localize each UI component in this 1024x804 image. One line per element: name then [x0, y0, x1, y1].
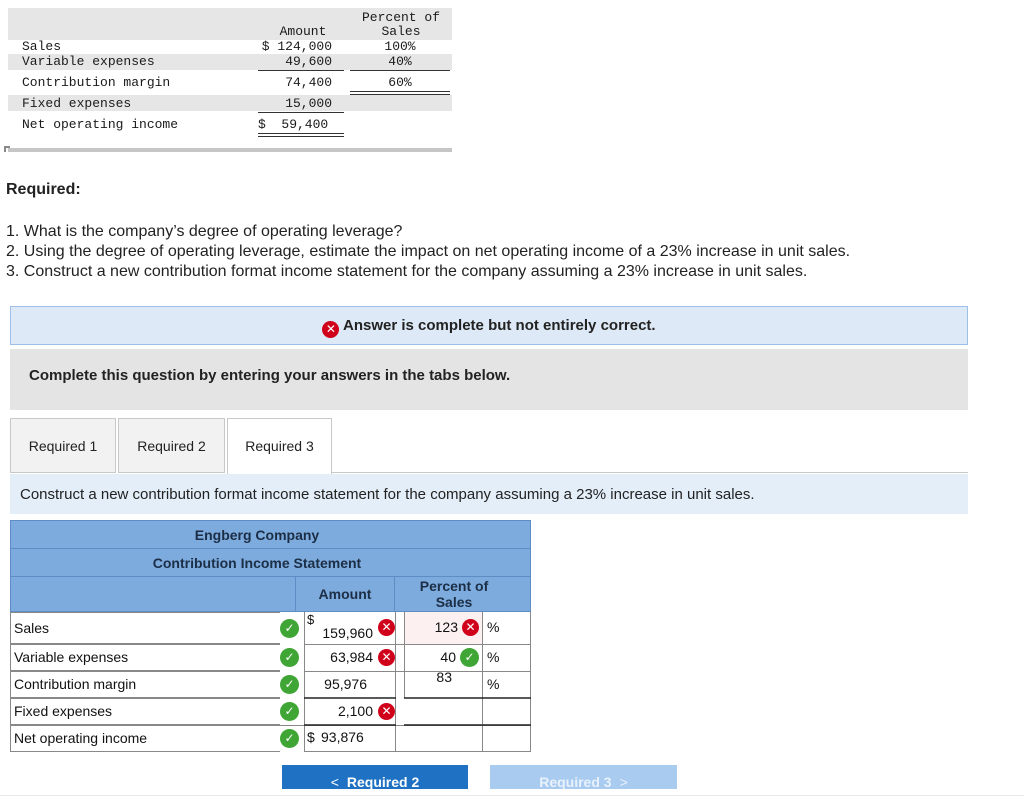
- required-item-2: 2. Using the degree of operating leverage, estimate the impact on net operating income of a 23% increase in unit sales.: [6, 243, 851, 260]
- required-item-3: 3. Construct a new contribution format income statement for the company assuming a 23% increase in unit sales.: [6, 263, 808, 280]
- underline: [350, 70, 450, 71]
- instruction-panel: [10, 349, 968, 410]
- prev-tab-label: Required 2: [346, 774, 420, 789]
- underline: [258, 112, 344, 113]
- given-label: Sales: [22, 39, 62, 54]
- double-underline: [258, 133, 344, 137]
- check-circle-icon: ✓: [280, 729, 299, 748]
- check-circle-icon: ✓: [280, 702, 299, 721]
- percent-value: 123: [434, 619, 458, 635]
- underline: [258, 70, 344, 71]
- percent-sign: %: [487, 649, 500, 665]
- percent-value: 40: [440, 649, 456, 665]
- row-label: Variable expenses: [10, 644, 280, 671]
- next-tab-button[interactable]: [490, 765, 677, 789]
- check-circle-icon: ✓: [460, 648, 479, 667]
- percent-header-sub: Sales: [435, 594, 473, 610]
- currency-prefix: $: [307, 729, 315, 745]
- row-label: Net operating income: [10, 725, 280, 752]
- given-percent: 100%: [384, 39, 416, 54]
- chevron-left-icon: <: [330, 774, 339, 789]
- amount-header-text: Amount: [318, 586, 372, 602]
- prev-tab-button[interactable]: [282, 765, 468, 789]
- percent-header-text: Percent of: [419, 578, 489, 594]
- tab-bar-line: [331, 472, 968, 473]
- table-bottom-rule: [8, 148, 452, 152]
- currency-prefix: $: [307, 612, 315, 627]
- tab-instruction-text: Construct a new contribution format income statement for the company assuming a 23% increase in unit sales.: [20, 486, 755, 503]
- row-label: Sales: [10, 612, 280, 644]
- footer-divider: [0, 795, 1024, 796]
- row-label: Fixed expenses: [10, 698, 280, 725]
- required-heading: Required:: [6, 181, 81, 198]
- amount-value: 95,976: [324, 676, 367, 692]
- given-label: Contribution margin: [22, 75, 171, 90]
- x-circle-icon: ✕: [378, 649, 395, 666]
- given-percent: 60%: [388, 75, 412, 90]
- tab-required-2[interactable]: Required 2: [118, 418, 225, 473]
- given-header-percent: Percent of: [361, 10, 440, 25]
- given-label: Net operating income: [22, 117, 179, 132]
- row-label: Contribution margin: [10, 671, 280, 698]
- check-circle-icon: ✓: [280, 675, 299, 694]
- x-circle-icon: ✕: [378, 703, 395, 720]
- tab-required-1[interactable]: Required 1: [10, 418, 116, 473]
- statement-title: Contribution Income Statement: [152, 555, 362, 571]
- instruction-text: Complete this question by entering your answers in the tabs below.: [29, 367, 511, 384]
- percent-value: 83: [436, 669, 452, 685]
- given-amount: $ 124,000: [261, 39, 332, 54]
- percent-sign: %: [487, 619, 500, 635]
- double-underline: [350, 91, 450, 95]
- company-name: Engberg Company: [194, 527, 320, 543]
- answer-status-banner: [10, 306, 968, 345]
- given-amount: 49,600: [285, 54, 332, 69]
- amount-value: 93,876: [321, 729, 364, 745]
- given-amount: $ 59,400: [258, 117, 329, 132]
- statement-grid: [10, 520, 532, 760]
- tab-instruction-panel: [10, 474, 968, 514]
- answer-status-text: Answer is complete but not entirely correct.: [343, 317, 656, 334]
- x-circle-icon: ✕: [322, 321, 339, 338]
- required-item-1: 1. What is the company’s degree of operating leverage?: [6, 223, 403, 240]
- x-circle-icon: ✕: [378, 619, 395, 636]
- amount-value: 63,984: [330, 649, 373, 665]
- tab-required-3[interactable]: Required 3: [227, 418, 332, 474]
- given-header-percent-sub: Sales: [381, 24, 421, 39]
- given-percent: 40%: [388, 54, 412, 69]
- given-label: Fixed expenses: [22, 96, 132, 111]
- given-amount: 74,400: [285, 75, 332, 90]
- amount-value: 159,960: [322, 625, 373, 641]
- next-tab-label: Required 3: [539, 774, 612, 789]
- x-circle-icon: ✕: [462, 619, 479, 636]
- check-circle-icon: ✓: [280, 648, 299, 667]
- given-header-amount: Amount: [279, 24, 327, 39]
- chevron-right-icon: >: [619, 774, 628, 789]
- check-circle-icon: ✓: [280, 619, 299, 638]
- given-data-table: [0, 0, 452, 152]
- given-amount: 15,000: [285, 96, 332, 111]
- amount-value: 2,100: [337, 703, 373, 719]
- given-label: Variable expenses: [22, 54, 155, 69]
- percent-sign: %: [487, 676, 500, 692]
